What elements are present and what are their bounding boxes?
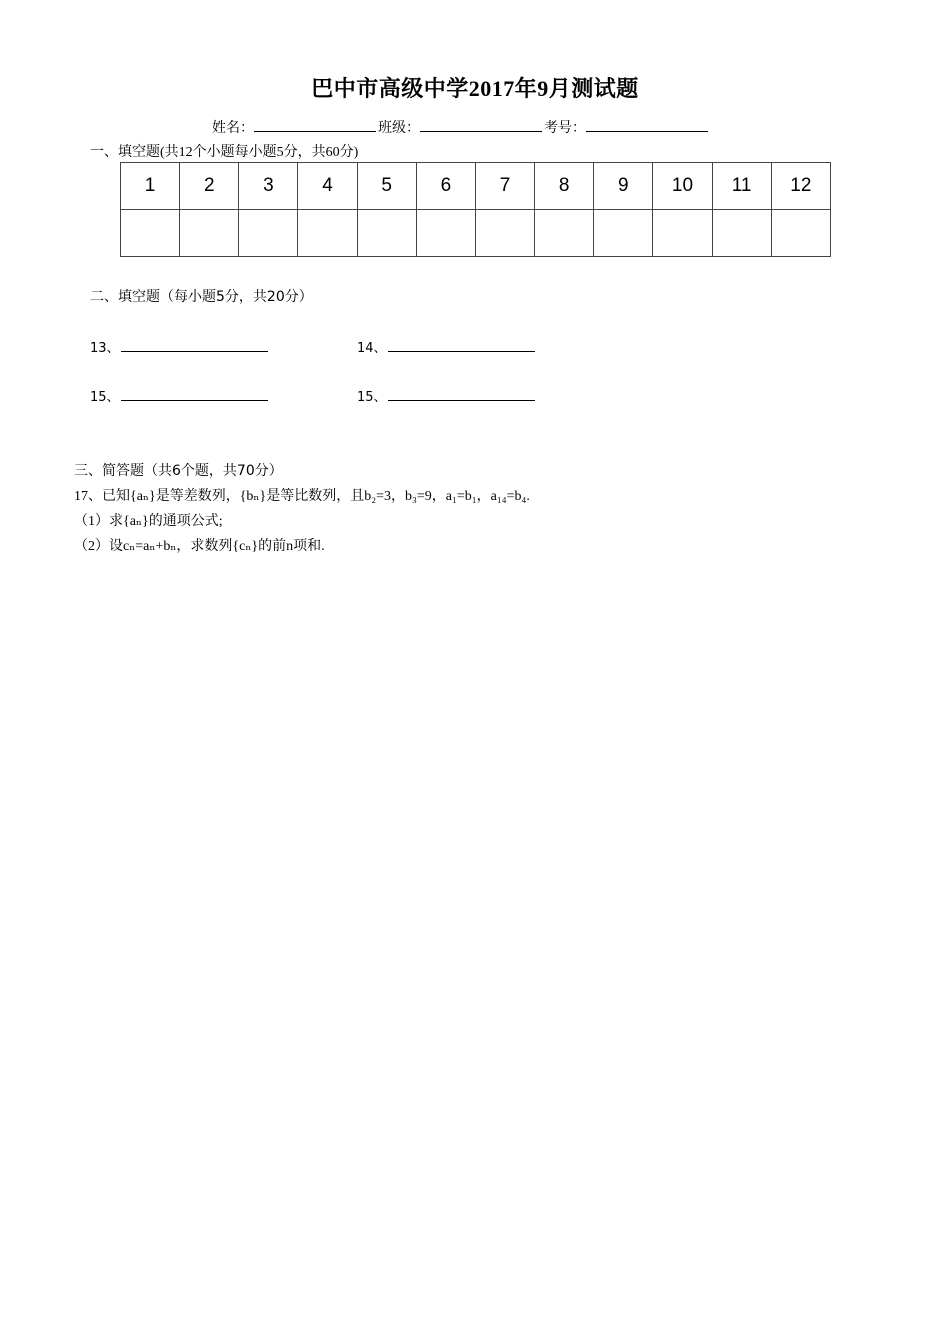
answer-cell[interactable] (180, 210, 239, 257)
question-17-stem: 17、已知{aₙ}是等差数列，{bₙ}是等比数列，且b₂=3，b₃=9，a₁=b₁，a₁₄=b₄. (74, 489, 530, 504)
fill-blank-14 (357, 337, 535, 356)
answer-input-row (121, 210, 831, 257)
answer-cell[interactable] (712, 210, 771, 257)
fill-blank-line[interactable] (121, 337, 268, 352)
question-number: 10 (653, 163, 712, 210)
question-number: 5 (357, 163, 416, 210)
fill-blank-label: 15、 (90, 390, 120, 405)
answer-cell[interactable] (475, 210, 534, 257)
name-label: 姓名： (212, 121, 254, 136)
question-number: 7 (475, 163, 534, 210)
name-field[interactable] (254, 117, 376, 132)
question-number: 2 (180, 163, 239, 210)
answer-table (120, 162, 831, 257)
answer-cell[interactable] (357, 210, 416, 257)
section1-heading: 一、填空题(共12个小题每小题5分，共60分) (90, 145, 359, 160)
question-number: 4 (298, 163, 357, 210)
question-17-part2: （2）设cₙ=aₙ+bₙ，求数列{cₙ}的前n项和. (74, 539, 325, 554)
question-number: 1 (121, 163, 180, 210)
fill-blank-line[interactable] (121, 386, 268, 401)
question-number: 12 (771, 163, 830, 210)
answer-cell[interactable] (298, 210, 357, 257)
question-number: 8 (535, 163, 594, 210)
answer-cell[interactable] (121, 210, 180, 257)
fill-blank-15 (90, 386, 268, 405)
answer-cell[interactable] (653, 210, 712, 257)
answer-cell[interactable] (594, 210, 653, 257)
fill-blank-13 (90, 337, 268, 356)
fill-blank-line[interactable] (388, 386, 535, 401)
section2-heading: 二、填空题（每小题5分，共20分） (90, 289, 313, 305)
answer-cell[interactable] (771, 210, 830, 257)
fill-blank-label: 14、 (357, 341, 387, 356)
question-17-part1: （1）求{aₙ}的通项公式; (74, 514, 223, 529)
id-field[interactable] (586, 117, 708, 132)
question-number: 6 (416, 163, 475, 210)
fill-blank-line[interactable] (388, 337, 535, 352)
answer-cell[interactable] (416, 210, 475, 257)
question-number: 11 (712, 163, 771, 210)
question-number: 9 (594, 163, 653, 210)
fill-blank-label: 15、 (357, 390, 387, 405)
class-field[interactable] (420, 117, 542, 132)
student-info-line (212, 117, 710, 137)
fill-blank-15-second (357, 386, 535, 405)
page-title: 巴中市高级中学2017年9月测试题 (311, 76, 639, 101)
id-label: 考号： (544, 121, 586, 136)
answer-number-row (121, 163, 831, 210)
question-number: 3 (239, 163, 298, 210)
answer-cell[interactable] (535, 210, 594, 257)
section3-heading: 三、简答题（共6个题，共70分） (74, 463, 283, 479)
class-label: 班级： (378, 121, 420, 136)
answer-cell[interactable] (239, 210, 298, 257)
fill-blank-label: 13、 (90, 341, 120, 356)
